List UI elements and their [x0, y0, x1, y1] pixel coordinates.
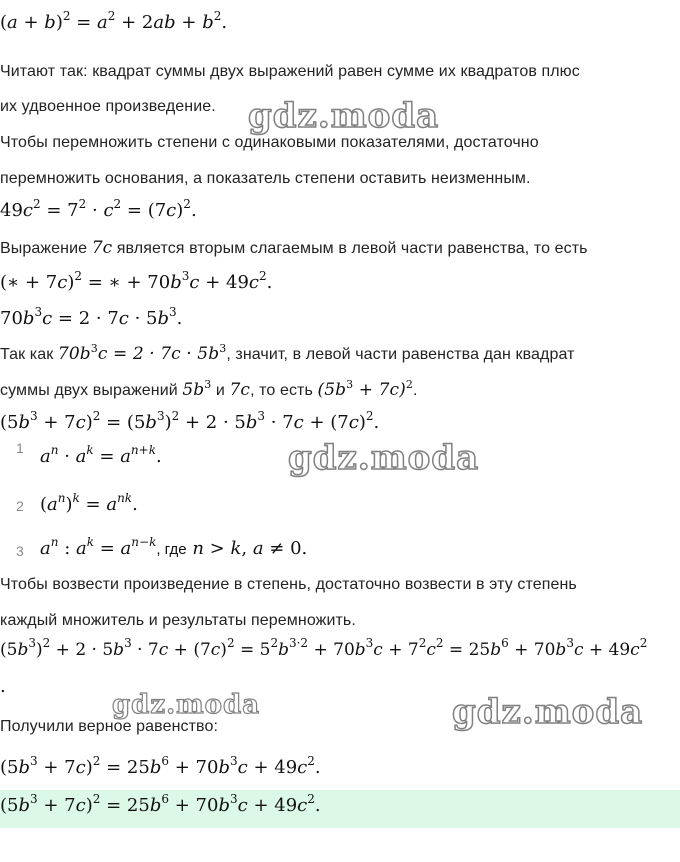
rule-condition-label: , где [156, 541, 187, 558]
formula-49c2: $49c^2 = 7^2 \cdot c^2 = (7c)^2$. [0, 197, 197, 221]
expression-desc: является вторым слагаемым в левой части равенства, то есть [116, 240, 588, 257]
list-number: 3 [16, 543, 24, 559]
formula-70b3c: $70b^3c = 2 \cdot 7c \cdot 5b^3$. [0, 305, 183, 329]
watermark: gdz.moda [112, 690, 261, 720]
since-label: Так как [0, 346, 54, 363]
and-label: и [215, 382, 225, 399]
watermark: gdz.moda [452, 692, 644, 732]
watermark: gdz.moda [248, 96, 440, 136]
rule-power-of-power: $(a^n)^k = a^{nk}$. [40, 491, 138, 515]
since-desc: , значит, в левой части равенства дан квадрат [226, 346, 575, 363]
formula-full-expansion: $(5b^3)^2 + 2 \cdot 5b^3 \cdot 7c + (7c)^2 = 5^2b^{3\cdot 2} + 70b^3c + 7^2c^2 = 25b^6 + 70b^3c + 49c^2$ [0, 636, 648, 660]
formula-square-sum: $(a + b)^2 = a^2 + 2ab + b^2$. [0, 9, 228, 33]
paragraph-power-product-cont: каждый множитель и результаты перемножить. [0, 612, 356, 629]
paragraph-expression-7c: Выражение 7c является вторым слагаемым в левой части равенства, то есть [0, 238, 588, 258]
paragraph-sum-of-two: суммы двух выражений $5b^3$ и 7c, то есть $(5b^3 + 7c)^2$. [0, 378, 418, 400]
paragraph-power-product: Чтобы возвести произведение в степень, достаточно возвести в эту степень [0, 576, 577, 593]
paragraph-multiply-powers-cont: перемножить основания, а показатель степени оставить неизменным. [0, 170, 531, 187]
paragraph-read-as: Читают так: квадрат суммы двух выражений равен сумме их квадратов плюс [0, 63, 580, 80]
rule-power-quotient: $a^n$ : $a^k = a^{n-k}$, где n > k, a ≠ 0. [40, 535, 308, 559]
that-is-label: , то есть [250, 382, 313, 399]
paragraph-read-as-cont: их удвоенное произведение. [0, 98, 216, 115]
expression-label: Выражение [0, 240, 88, 257]
watermark: gdz.moda [288, 438, 480, 478]
sum-label: суммы двух выражений [0, 382, 178, 399]
formula-star-7c: (∗ + 7c)$^2$ = ∗ + $70b^3c + 49c^2$. [0, 269, 273, 293]
formula-period: . [0, 676, 6, 697]
rule-power-product: $a^n \cdot a^k = a^{n+k}$. [40, 443, 162, 467]
list-number: 1 [16, 440, 24, 456]
formula-answer-highlighted: $(5b^3 + 7c)^2 = 25b^6 + 70b^3c + 49c^2$. [0, 792, 321, 816]
formula-expanded: $(5b^3 + 7c)^2 = (5b^3)^2 + 2 \cdot 5b^3 \cdot 7c + (7c)^2$. [0, 409, 380, 433]
list-number: 2 [16, 498, 24, 514]
paragraph-result: Получили верное равенство: [0, 718, 219, 735]
formula-result: $(5b^3 + 7c)^2 = 25b^6 + 70b^3c + 49c^2$. [0, 754, 321, 778]
paragraph-since: Так как $70b^3c = 2 \cdot 7c \cdot 5b^3$, значит, в левой части равенства дан квадрат [0, 342, 575, 364]
paragraph-multiply-powers: Чтобы перемножить степени с одинаковыми показателями, достаточно [0, 134, 539, 151]
